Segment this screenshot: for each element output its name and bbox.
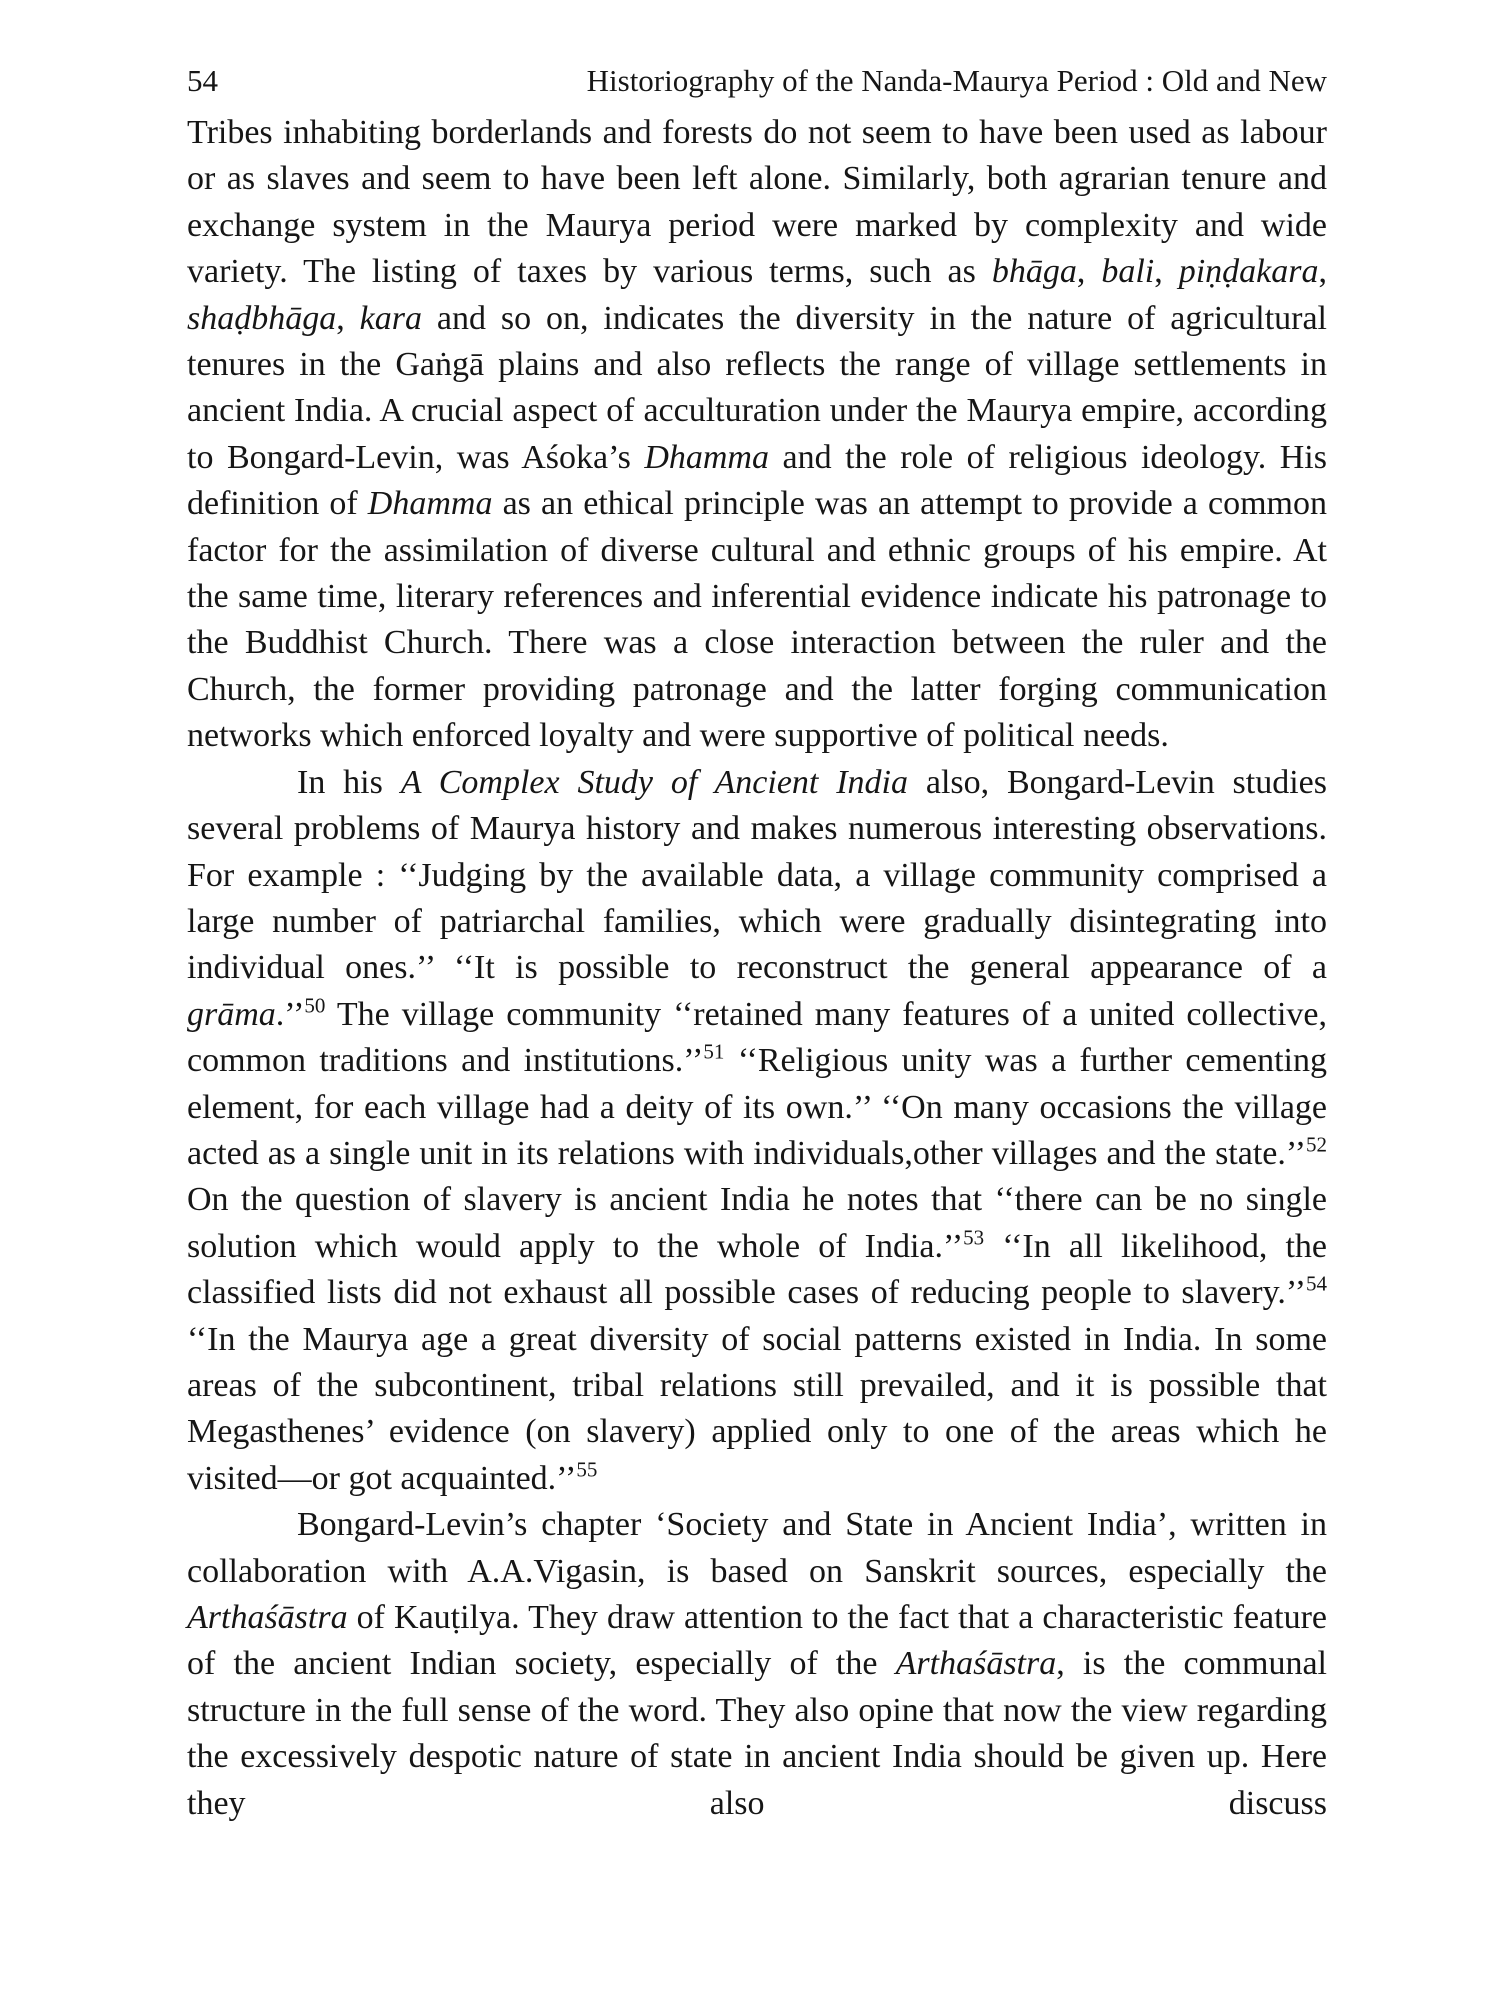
italic-term: piṇḍakara bbox=[1178, 253, 1319, 291]
paragraph-text: , bbox=[336, 299, 360, 337]
paragraph-text: , bbox=[1076, 253, 1102, 291]
paragraph-text: .’’ bbox=[275, 995, 305, 1033]
paragraph-text: ‘‘In all likelihood, the classified lists did not exhaust all possible cases of reducing people to slavery.’’ bbox=[187, 1227, 1328, 1312]
paragraph-text: as an ethical principle was an attempt to provide a common factor for the assimilation of diverse cultural and ethnic groups of his empire. At the same time, literary references and inferential evidence indicate his patronage to the Buddhist Church. There was a close interaction between the ruler and the Church, the former providing patronage and the latter forging communication networks which enforced loyalty and were supportive of political needs. bbox=[187, 485, 1327, 755]
running-title: Historiography of the Nanda-Maurya Period : Old and New bbox=[586, 63, 1327, 98]
paragraph-text: ‘‘In the Maurya age a great diversity of social patterns existed in India. In some areas of the subcontinent, tribal relations still prevailed, and it is possible that Megasthenes’ evidence (on slavery) applied only to one of the areas which he visited—or got acquainted.’’ bbox=[187, 1320, 1327, 1497]
italic-term: bali bbox=[1101, 253, 1155, 291]
paragraph-text: On the question of slavery is ancient India he notes that ‘‘there can be no single solution which would apply to the whole of India.’’ bbox=[187, 1181, 1327, 1265]
body-text bbox=[187, 110, 1327, 1827]
paragraph-2 bbox=[187, 760, 1327, 1503]
italic-term: bhāga bbox=[991, 253, 1077, 291]
footnote-ref: 51 bbox=[703, 1039, 725, 1064]
footnote-ref: 53 bbox=[963, 1225, 985, 1250]
paragraph-3 bbox=[187, 1502, 1327, 1827]
paragraph-text: Tribes inhabiting borderlands and forests do not seem to have been used as labour or as slaves and seem to have been left alone. Similarly, both agrarian tenure and exchange system in the Maurya period were marked by complexity and wide variety. The listing of taxes by various terms, such as bbox=[187, 114, 1327, 291]
running-head bbox=[187, 55, 1327, 107]
italic-term: shaḍbhāga bbox=[187, 299, 337, 337]
paragraph-text: , bbox=[1154, 253, 1179, 291]
paragraph-text: , bbox=[1318, 253, 1328, 291]
italic-term: kara bbox=[359, 299, 422, 337]
paragraph-text: of Kauṭilya. They draw attention to the fact that a characteristic feature of the ancient Indian society, especially of the bbox=[187, 1599, 1327, 1683]
paragraph-text: and the role of religious ideology. His definition of bbox=[187, 438, 1327, 523]
paragraph-text: The village community ‘‘retained many features of a united collective, common traditions and institutions.’’ bbox=[187, 995, 1327, 1080]
footnote-ref: 52 bbox=[1306, 1132, 1327, 1157]
page-number: 54 bbox=[187, 63, 218, 98]
book-title: A Complex Study of Ancient India bbox=[400, 763, 908, 801]
paragraph-text: and so on, indicates the diversity in the nature of agricultural tenures in the Gaṅgā plains and also reflects the range of village settlements in ancient India. A crucial aspect of acculturation under the Maurya empire, according to Bongard-Levin, was Aśoka’s bbox=[187, 299, 1327, 476]
paragraph-text: , is the communal structure in the full sense of the word. They also opine that now the view regarding the excessively despotic nature of state in ancient India should be given up. Here they also discuss bbox=[187, 1645, 1327, 1822]
paragraph-text: Bongard-Levin’s chapter ‘Society and State in Ancient India’, written in collaboration with A.A.Vigasin, is based on Sanskrit sources, especially the bbox=[187, 1506, 1327, 1590]
italic-term: Dhamma bbox=[644, 438, 769, 476]
paragraph-text: ‘‘Religious unity was a further cementing element, for each village had a deity of its own.’’ ‘‘On many occasions the village acted as a single unit in its relations with individuals,other villages and the state.’’ bbox=[187, 1042, 1328, 1172]
paragraph-text: In his bbox=[297, 763, 401, 801]
italic-term: Arthaśāstra bbox=[895, 1645, 1057, 1683]
footnote-ref: 54 bbox=[1306, 1271, 1327, 1296]
italic-term: Dhamma bbox=[367, 485, 493, 523]
paragraph-1 bbox=[187, 110, 1327, 760]
italic-term: Arthaśāstra bbox=[187, 1599, 348, 1636]
footnote-ref: 50 bbox=[304, 993, 326, 1018]
italic-term: grāma bbox=[187, 995, 276, 1033]
paragraph-text: also, Bongard-Levin studies several problems of Maurya history and makes numerous interesting observations. For example : ‘‘Judging by the available data, a village community comprised a large number of patriarchal families, which were gradually disintegrating into individual ones.’’ ‘‘It is possible to reconstruct the general appearance of a bbox=[187, 763, 1328, 987]
footnote-ref: 55 bbox=[576, 1457, 598, 1482]
